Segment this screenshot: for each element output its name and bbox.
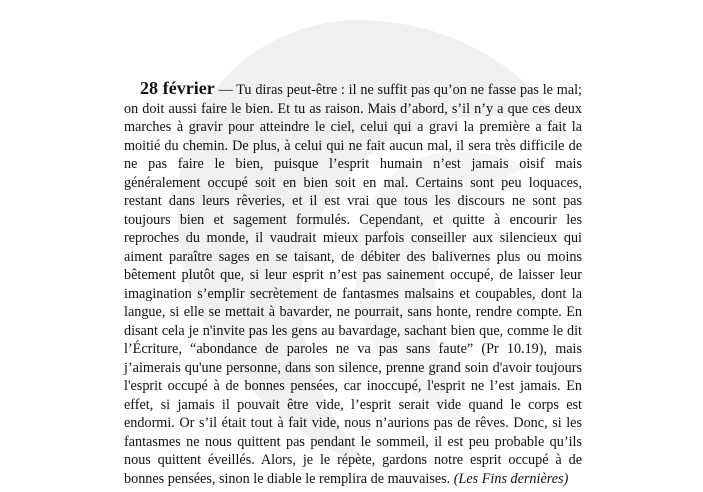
entry-separator: — — [214, 82, 237, 98]
devotional-entry — [124, 79, 582, 488]
entry-source: (Les Fins dernières) — [453, 470, 569, 487]
entry-date: 28 février — [140, 78, 215, 98]
entry-body: Tu diras peut-être : il ne suffit pas qu’on ne fasse pas le mal; on doit aussi faire le bien. Et tu as raison. Mais d’abord, s’il n’y a que ces deux marches à gravir pour atteindre le ciel, celui qui a gravi la première a fait la moitié du chemin. De plus, à celui qui ne fait aucun mal, il sera très difficile de ne pas faire le bien, puisque l’esprit humain n’est jamais oisif mais généralement occupé soit en bien soit en mal. Certains sont peu loquaces, restant dans leurs rêveries, et il est vrai que tous les discours ne sont pas toujours bien et sagement formulés. Cependant, et quitte à encourir les reproches du monde, il vaudrait mieux parfois conseiller aux silencieux qui aiment paraître sages en se taisant, de débiter des balivernes plus ou moins bêtement plutôt que, si leur esprit n’est pas sainement occupé, de laisser leur imagination s’emplir secrètement de fantasmes malsains et coupables, dont la langue, si elle se mettait à bavarder, ne pourrait, sans honte, rendre compte. En disant cela je n'invite pas les gens au bavardage, sachant bien que, comme le dit l’Écriture, “abondance de paroles ne va pas sans faute” (Pr 10.19), mais j’aimerais qu'une personne, dans son silence, prenne grand soin d'avoir toujours l'esprit occupé à de bonnes pensées, car inoccupé, l'esprit ne l’est jamais. En effet, si jamais il pouvait être vide, l’esprit serait vide quand le corps est endormi. Or s’il était tout à fait vide, nous n’aurions pas de rêves. Donc, si les fantasmes ne nous quittent pas pendant le sommeil, il est peu probable qu’ils nous quittent éveillés. Alors, je le répète, gardons notre esprit occupé à de bonnes pensées, sinon le diable le remplira de mauvaises. — [124, 82, 583, 487]
